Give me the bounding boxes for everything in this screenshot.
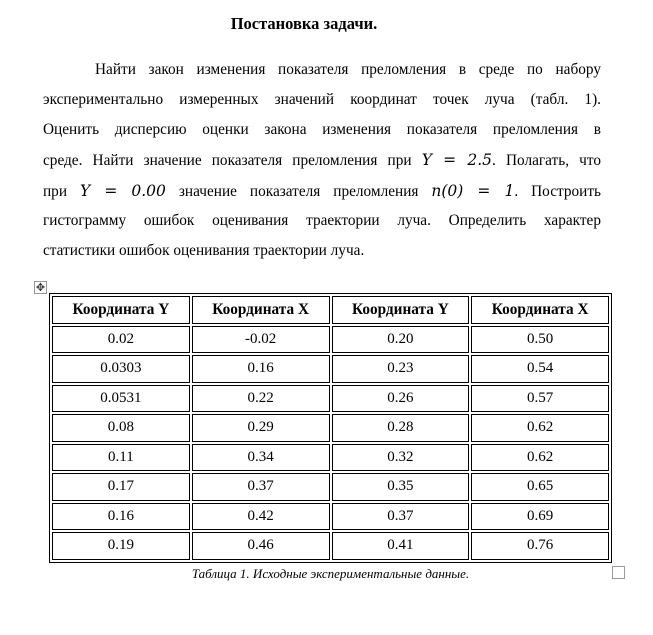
table-cell: 0.16 [52, 503, 190, 531]
table-cell: 0.16 [192, 355, 330, 383]
table-cell: 0.28 [332, 414, 470, 442]
table-cell: 0.46 [192, 532, 330, 560]
table-cell: 0.11 [52, 444, 190, 472]
paragraph-line-4 [43, 150, 601, 170]
table-row [52, 532, 609, 560]
table-cell: 0.32 [332, 444, 470, 472]
table-row [52, 444, 609, 472]
table-row [52, 385, 609, 413]
table-cell: 0.22 [192, 385, 330, 413]
table-cell: 0.02 [52, 326, 190, 354]
paragraph-line-5-text-c: . Построить [514, 183, 602, 200]
table-caption: Таблица 1. Исходные экспериментальные данные. [191, 566, 470, 581]
table-cell: 0.37 [192, 473, 330, 501]
table-row [52, 503, 609, 531]
table-cell: 0.08 [52, 414, 190, 442]
table-cell: 0.41 [332, 532, 470, 560]
table-row [52, 326, 609, 354]
formula-y-0-00: Y = 0.00 [80, 182, 166, 200]
paragraph-line-5-text-a: при [43, 183, 68, 200]
table-header-cell: Координата X [192, 296, 330, 324]
table-cell: 0.37 [332, 503, 470, 531]
table-cell: 0.17 [52, 473, 190, 501]
paragraph-line-3: Оценить дисперсию оценки закона изменения показателя преломления в [43, 121, 601, 138]
table-cell: 0.54 [471, 355, 609, 383]
formula-n0-equals-1: n(0) = 1 [431, 182, 515, 200]
table-cell: 0.26 [332, 385, 470, 413]
table-cell: 0.76 [471, 532, 609, 560]
table-header-cell: Координата Y [52, 296, 190, 324]
paragraph-line-4-text-b: . Полагать, что [492, 152, 601, 169]
data-table [49, 293, 612, 563]
table-header-cell: Координата Y [332, 296, 470, 324]
page-title: Постановка задачи. [230, 14, 378, 33]
paragraph-line-5-text-b: значение показателя преломления [178, 183, 419, 200]
table-cell: 0.50 [471, 326, 609, 354]
paragraph-line-7: статистики ошибок оценивания траектории луча. [43, 242, 365, 259]
table-cell: 0.35 [332, 473, 470, 501]
table-header-row [52, 296, 609, 324]
table-cell: 0.62 [471, 414, 609, 442]
paragraph-line-1: Найти закон изменения показателя преломления в среде по набору [95, 61, 601, 78]
table-cell: 0.0303 [52, 355, 190, 383]
table-cell: 0.0531 [52, 385, 190, 413]
move-arrows-icon[interactable]: ✥ [35, 281, 46, 294]
table-cell: 0.34 [192, 444, 330, 472]
table-row [52, 473, 609, 501]
paragraph-line-6: гистограмму ошибок оценивания траектории луча. Определить характер [43, 212, 601, 229]
paragraph-line-5 [43, 181, 601, 201]
table-cell: 0.65 [471, 473, 609, 501]
square-marker-icon [612, 566, 625, 579]
table-cell: 0.23 [332, 355, 470, 383]
table-cell: 0.57 [471, 385, 609, 413]
paragraph-line-4-text-a: среде. Найти значение показателя преломления при [43, 152, 412, 169]
paragraph-line-2: экспериментально измеренных значений координат точек луча (табл. 1). [43, 91, 601, 108]
table-row [52, 414, 609, 442]
formula-y-2-5: Y = 2.5 [421, 151, 493, 169]
table-cell: 0.62 [471, 444, 609, 472]
table-header-cell: Координата X [471, 296, 609, 324]
table-row [52, 355, 609, 383]
table-cell: 0.42 [192, 503, 330, 531]
table-cell: 0.19 [52, 532, 190, 560]
table-cell: -0.02 [192, 326, 330, 354]
table-cell: 0.69 [471, 503, 609, 531]
table-cell: 0.20 [332, 326, 470, 354]
table-cell: 0.29 [192, 414, 330, 442]
